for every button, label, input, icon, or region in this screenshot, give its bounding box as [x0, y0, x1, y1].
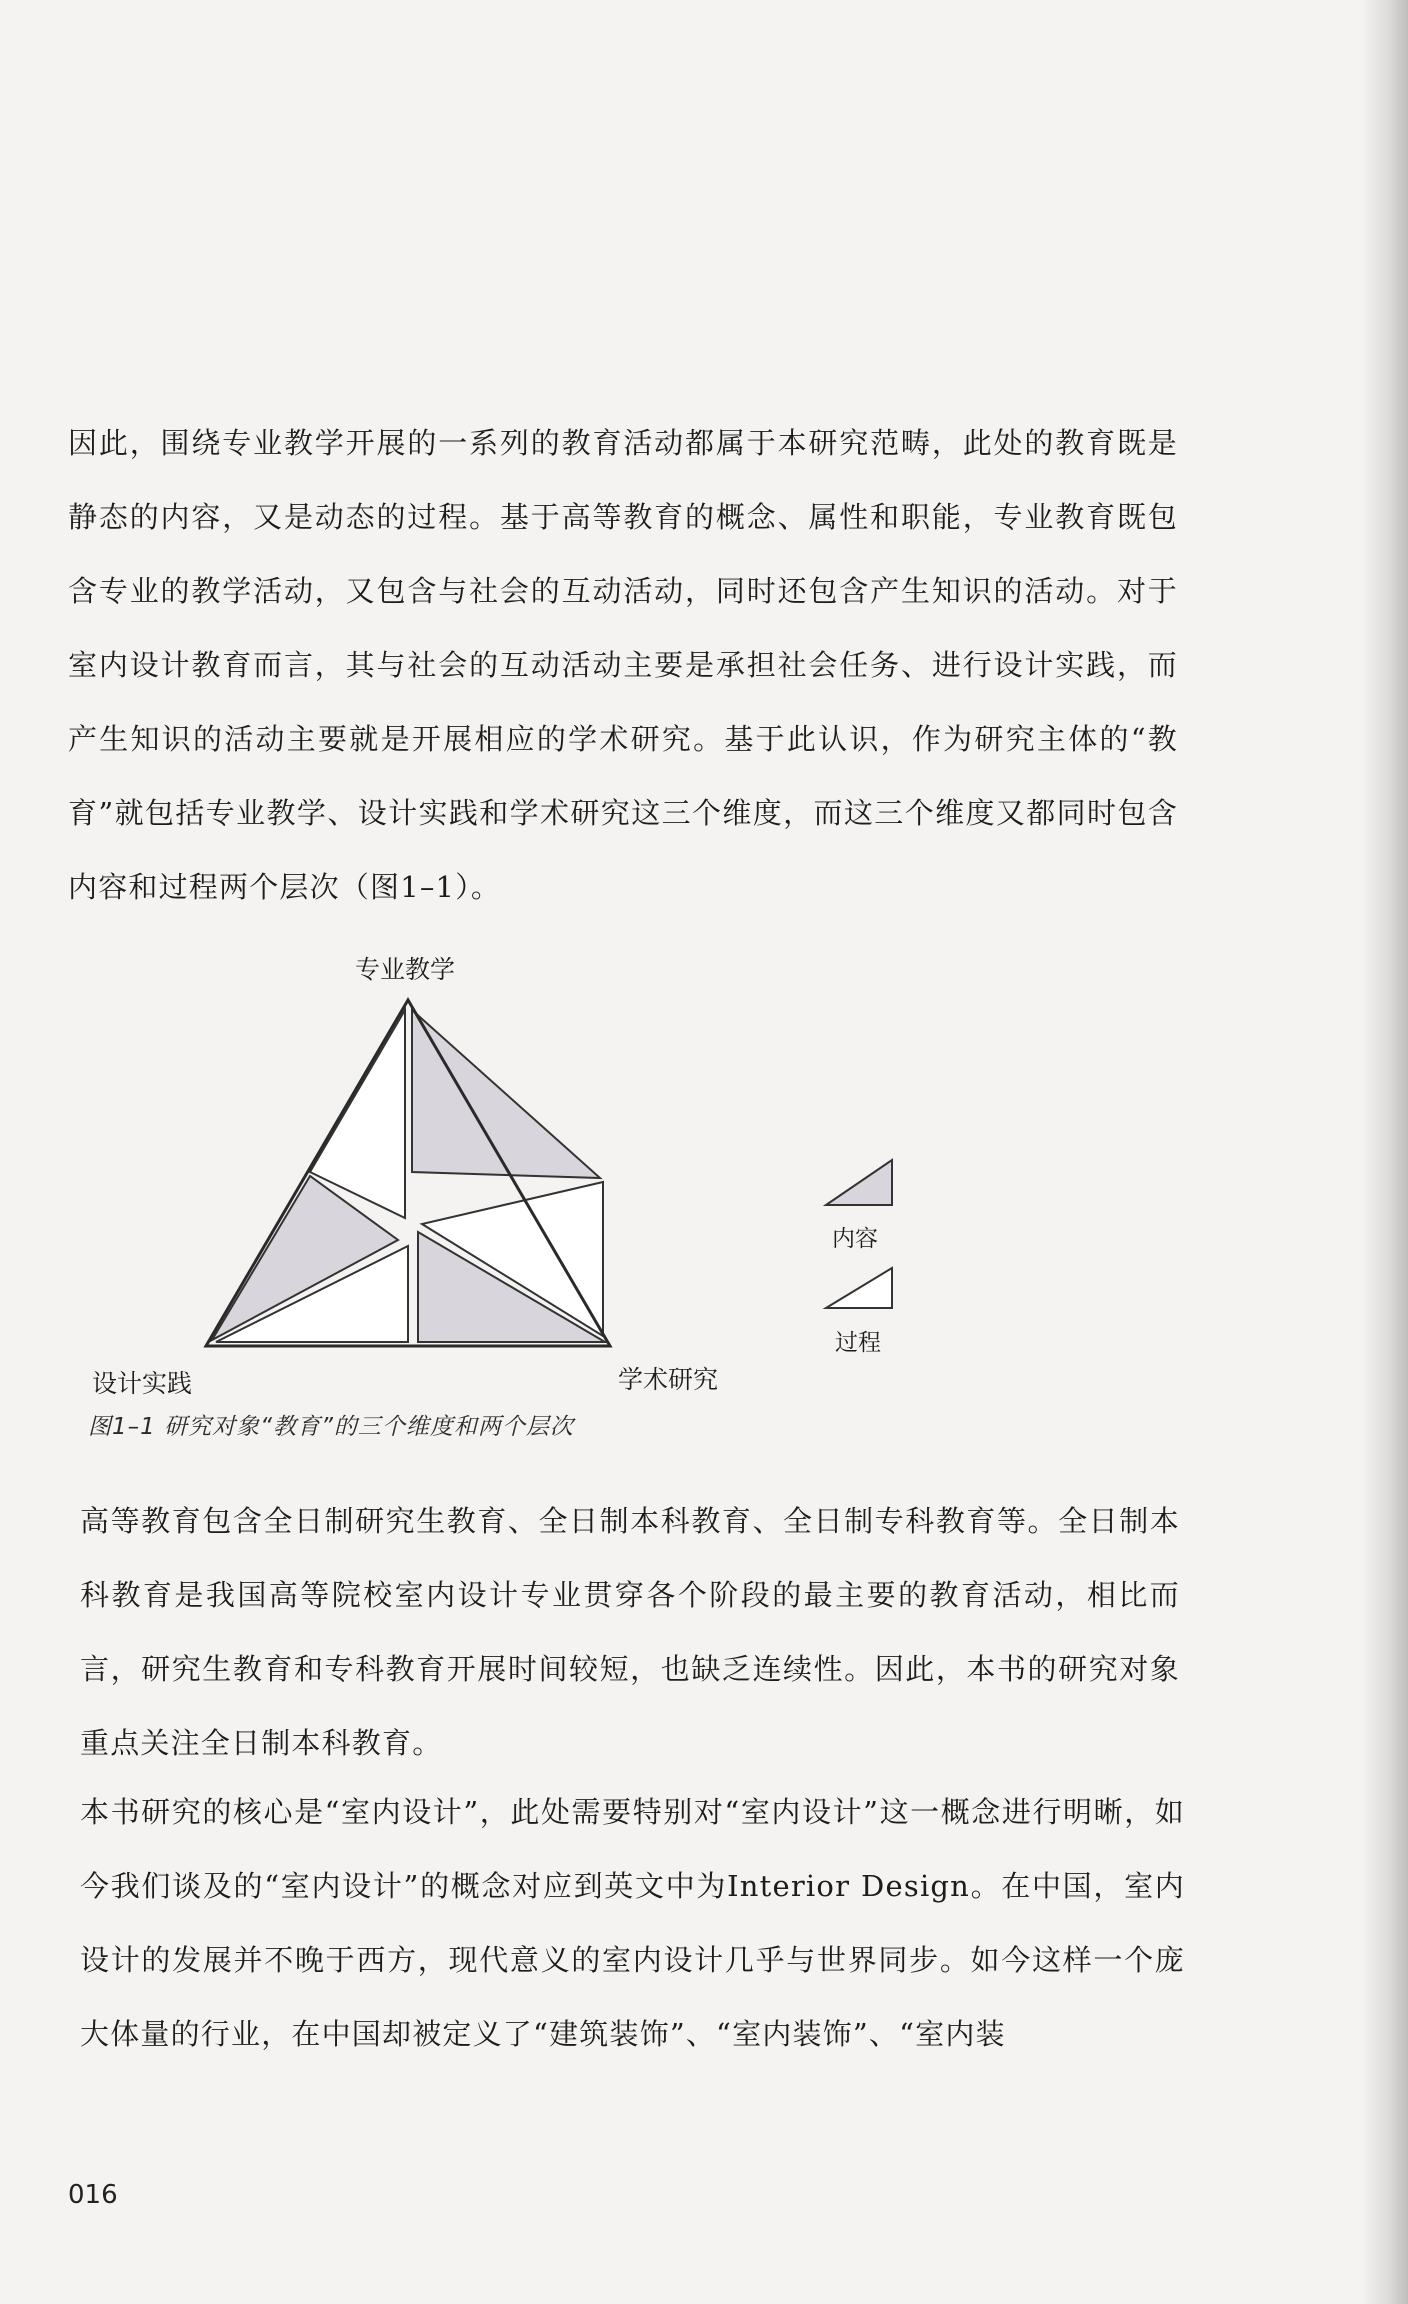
triangle-teaching-content [412, 1010, 600, 1178]
legend-process-label: 过程 [835, 1330, 881, 1356]
paragraph-undergraduate-focus: 高等教育包含全日制研究生教育、全日制本科教育、全日制专科教育等。全日制本科教育是我国高等院校室内设计专业贯穿各个阶段的最主要的教育活动，相比而言，研究生教育和专科教育开展时间较短，也缺乏连续性。因此，本书的研究对象重点关注全日制本科教育。 [80, 1504, 1180, 1760]
label-practice: 设计实践 [92, 1369, 193, 1398]
paragraph-interior-design-concept: 本书研究的核心是“室内设计”，此处需要特别对“室内设计”这一概念进行明晰，如今我们谈及的“室内设计”的概念对应到英文中为Interior Design。在中国，室内设计的发展并不晚于西方，现代意义的室内设计几乎与世界同步。如今这样一个庞大体量的行业，在中国却被定义了“建筑装饰”、“室内装饰”、“室内装 [80, 1795, 1185, 2051]
figure-caption: 图1–1 研究对象“教育”的三个维度和两个层次 [88, 1414, 574, 1440]
page-number: 016 [68, 2180, 118, 2210]
paragraph-education-dimensions: 因此，围绕专业教学开展的一系列的教育活动都属于本研究范畴，此处的教育既是静态的内容，又是动态的过程。基于高等教育的概念、属性和职能，专业教育既包含专业的教学活动，又包含与社会的互动活动，同时还包含产生知识的活动。对于室内设计教育而言，其与社会的互动活动主要是承担社会任务、进行设计实践，而产生知识的活动主要就是开展相应的学术研究。基于此认识，作为研究主体的“教育”就包括专业教学、设计实践和学术研究这三个维度，而这三个维度又都同时包含内容和过程两个层次（图1–1）。 [68, 426, 1178, 904]
label-teaching: 专业教学 [355, 955, 456, 984]
legend-process-swatch [826, 1268, 892, 1308]
legend-content-label: 内容 [832, 1226, 878, 1252]
legend-content-swatch [826, 1160, 892, 1205]
label-research: 学术研究 [618, 1365, 719, 1394]
